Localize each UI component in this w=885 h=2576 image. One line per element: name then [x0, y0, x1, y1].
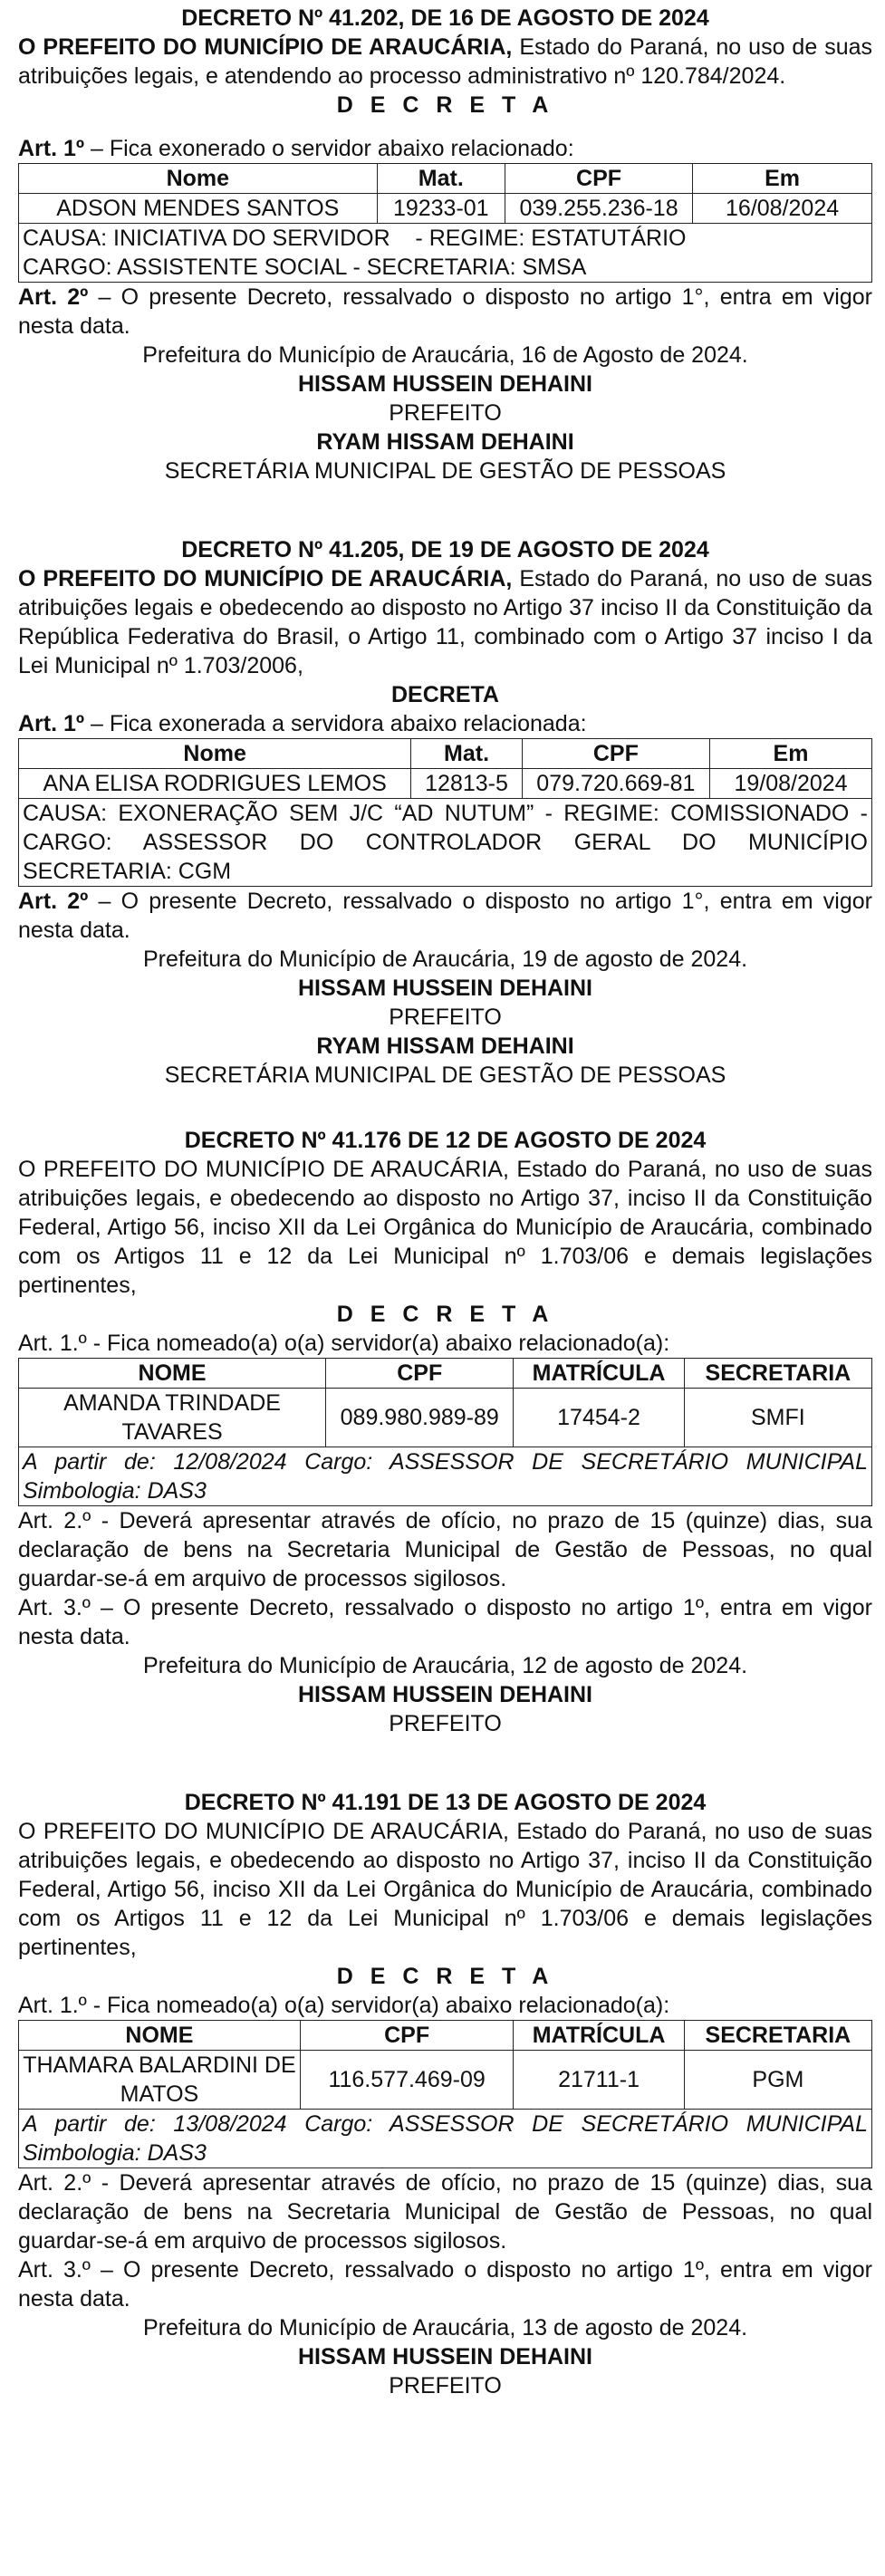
table-cell: ADSON MENDES SANTOS	[19, 194, 378, 224]
nomination-table	[18, 1358, 872, 1506]
decree-title: DECRETO Nº 41.176 DE 12 DE AGOSTO DE 2024	[184, 1128, 707, 1153]
table-header: Mat.	[377, 164, 505, 194]
table-cell: 039.255.236-18	[505, 194, 692, 224]
article-3: Art. 3.º – O presente Decreto, ressalvado o disposto no artigo 1º, entra em vigor nesta data.	[18, 1595, 872, 1649]
article-text: – O presente Decreto, ressalvado o disposto no artigo 1°, entra em vigor nesta data.	[18, 284, 872, 339]
article-2: Art. 2.º - Deverá apresentar através de ofício, no prazo de 15 (quinze) dias, sua declaração de bens na Secretaria Municipal de Gestão de Pessoas, no qual guardar-se-á em arquivo de processos sigilosos.	[18, 2170, 872, 2254]
intro-authority: O PREFEITO DO MUNICÍPIO DE ARAUCÁRIA,	[18, 566, 513, 591]
nomination-table	[18, 2020, 872, 2168]
table-header: MATRÍCULA	[514, 1359, 684, 1389]
table-header: Mat.	[411, 739, 522, 769]
place-date: Prefeitura do Município de Araucária, 12 de agosto de 2024.	[142, 1653, 748, 1678]
signer-role: PREFEITO	[389, 2373, 502, 2398]
decreta-heading: D E C R E T A	[336, 1302, 554, 1327]
table-cell: 17454-2	[514, 1389, 684, 1447]
signer-role: PREFEITO	[389, 1004, 502, 1030]
table-cell: SMFI	[684, 1389, 871, 1447]
table-note	[19, 224, 872, 283]
table-cell: PGM	[684, 2051, 871, 2110]
signer-name: RYAM HISSAM DEHAINI	[316, 429, 574, 455]
signer-name: RYAM HISSAM DEHAINI	[316, 1033, 574, 1059]
table-header: CPF	[300, 2021, 514, 2051]
decree-41205	[18, 535, 872, 1090]
table-row	[19, 194, 872, 224]
table-cell: 16/08/2024	[693, 194, 872, 224]
decree-41191	[18, 1788, 872, 2400]
article-3: Art. 3.º – O presente Decreto, ressalvado o disposto no artigo 1º, entra em vigor nesta data.	[18, 2257, 872, 2312]
article-text: – Fica exonerado o servidor abaixo relacionado:	[84, 136, 574, 161]
decree-intro: O PREFEITO DO MUNICÍPIO DE ARAUCÁRIA, Estado do Paraná, no uso de suas atribuições legais, e obedecendo ao disposto no Artigo 37, inciso II da Constituição Federal, Artigo 56, inciso XII da Lei Orgânica do Município de Araucária, combinado com os Artigos 11 e 12 da Lei Municipal nº 1.703/06 e demais legislações pertinentes,	[18, 1157, 872, 1298]
table-header: Em	[710, 739, 872, 769]
signer-name: HISSAM HUSSEIN DEHAINI	[297, 371, 593, 397]
article-label: Art. 2º	[18, 889, 89, 914]
table-cell: AMANDA TRINDADE TAVARES	[19, 1389, 326, 1447]
table-note: A partir de: 13/08/2024 Cargo: ASSESSOR DE SECRETÁRIO MUNICIPAL Simbologia: DAS3	[19, 2110, 872, 2168]
signer-role: SECRETÁRIA MUNICIPAL DE GESTÃO DE PESSOAS	[164, 458, 726, 484]
decree-title: DECRETO Nº 41.205, DE 19 DE AGOSTO DE 2024	[181, 537, 709, 562]
signer-role: PREFEITO	[389, 400, 502, 426]
signer-role: PREFEITO	[389, 1711, 502, 1736]
servant-table	[18, 163, 872, 283]
table-cell: 19233-01	[377, 194, 505, 224]
table-note-row	[19, 1447, 872, 1506]
table-cell: THAMARA BALARDINI DE MATOS	[19, 2051, 301, 2110]
intro-text: Estado do Paraná, no uso de suas atribuições legais, e atendendo ao processo administrativo nº 120.784/2024.	[18, 34, 872, 89]
table-cell: 12813-5	[411, 769, 522, 799]
article-label: Art. 1º	[18, 711, 85, 736]
note-line: CAUSA: INICIATIVA DO SERVIDOR - REGIME: ESTATUTÁRIO	[23, 226, 687, 251]
table-header: Nome	[19, 164, 378, 194]
note-line: CARGO: ASSISTENTE SOCIAL - SECRETARIA: SMSA	[23, 255, 587, 280]
table-header-row	[19, 2021, 872, 2051]
signer-name: HISSAM HUSSEIN DEHAINI	[297, 1682, 593, 1707]
decree-title: DECRETO Nº 41.191 DE 13 DE AGOSTO DE 2024	[184, 1790, 707, 1815]
table-header: Em	[693, 164, 872, 194]
decree-intro: O PREFEITO DO MUNICÍPIO DE ARAUCÁRIA, Estado do Paraná, no uso de suas atribuições legais, e obedecendo ao disposto no Artigo 37, inciso II da Constituição Federal, Artigo 56, inciso XII da Lei Orgânica do Município de Araucária, combinado com os Artigos 11 e 12 da Lei Municipal nº 1.703/06 e demais legislações pertinentes,	[18, 1819, 872, 1960]
decreta-heading: DECRETA	[391, 682, 499, 707]
table-note: CAUSA: EXONERAÇÃO SEM J/C “AD NUTUM” - REGIME: COMISSIONADO - CARGO: ASSESSOR DO CONTROLADOR GERAL DO MUNICÍPIO SECRETARIA: CGM	[19, 799, 872, 887]
place-date: Prefeitura do Município de Araucária, 13 de agosto de 2024.	[142, 2315, 748, 2341]
table-note: A partir de: 12/08/2024 Cargo: ASSESSOR DE SECRETÁRIO MUNICIPAL Simbologia: DAS3	[19, 1447, 872, 1506]
article-1: Art. 1.º - Fica nomeado(a) o(a) servidor(a) abaixo relacionado(a):	[18, 1993, 670, 2018]
article-2: Art. 2.º - Deverá apresentar através de ofício, no prazo de 15 (quinze) dias, sua declaração de bens na Secretaria Municipal de Gestão de Pessoas, no qual guardar-se-á em arquivo de processos sigilosos.	[18, 1508, 872, 1591]
table-note-row	[19, 799, 872, 887]
table-header: CPF	[326, 1359, 514, 1389]
table-header: Nome	[19, 739, 411, 769]
table-header-row	[19, 164, 872, 194]
table-header-row	[19, 1359, 872, 1389]
table-note-row	[19, 224, 872, 283]
signer-name: HISSAM HUSSEIN DEHAINI	[297, 976, 593, 1001]
decree-intro	[18, 564, 872, 680]
decree-title: DECRETO Nº 41.202, DE 16 DE AGOSTO DE 2024	[181, 5, 709, 31]
signer-role: SECRETÁRIA MUNICIPAL DE GESTÃO DE PESSOAS	[164, 1062, 726, 1088]
article-2	[18, 283, 872, 341]
article-label: Art. 2º	[18, 284, 89, 310]
table-cell: 21711-1	[514, 2051, 684, 2110]
decree-intro	[18, 33, 872, 91]
table-header: SECRETARIA	[684, 2021, 871, 2051]
signer-name: HISSAM HUSSEIN DEHAINI	[297, 2344, 593, 2369]
article-1	[18, 709, 872, 738]
table-row	[19, 769, 872, 799]
decree-41202	[18, 4, 872, 485]
article-1: Art. 1.º - Fica nomeado(a) o(a) servidor(a) abaixo relacionado(a):	[18, 1331, 670, 1356]
decreta-heading: D E C R E T A	[336, 92, 554, 118]
table-header: CPF	[522, 739, 709, 769]
place-date: Prefeitura do Município de Araucária, 16 de Agosto de 2024.	[142, 342, 748, 368]
article-2	[18, 887, 872, 945]
table-cell: ANA ELISA RODRIGUES LEMOS	[19, 769, 411, 799]
table-header-row	[19, 739, 872, 769]
table-header: SECRETARIA	[684, 1359, 871, 1389]
table-row	[19, 1389, 872, 1447]
table-cell: 19/08/2024	[710, 769, 872, 799]
decreta-heading: D E C R E T A	[336, 1964, 554, 1989]
place-date: Prefeitura do Município de Araucária, 19 de agosto de 2024.	[142, 947, 748, 972]
decree-41176	[18, 1126, 872, 1738]
table-cell: 116.577.469-09	[300, 2051, 514, 2110]
servant-table	[18, 738, 872, 887]
table-header: NOME	[19, 1359, 326, 1389]
intro-text: Estado do Paraná, no uso de suas atribuições legais e obedecendo ao disposto no Artigo 37 inciso II da Constituição da República Federativa do Brasil, o Artigo 11, combinado com o Artigo 37 inciso I da Lei Municipal nº 1.703/2006,	[18, 566, 872, 678]
table-cell: 089.980.989-89	[326, 1389, 514, 1447]
table-note-row	[19, 2110, 872, 2168]
article-label: Art. 1º	[18, 136, 85, 161]
article-1	[18, 134, 872, 163]
intro-authority: O PREFEITO DO MUNICÍPIO DE ARAUCÁRIA,	[18, 34, 513, 60]
article-text: – Fica exonerada a servidora abaixo relacionada:	[84, 711, 587, 736]
table-header: NOME	[19, 2021, 301, 2051]
table-header: CPF	[505, 164, 692, 194]
table-row	[19, 2051, 872, 2110]
article-text: – O presente Decreto, ressalvado o disposto no artigo 1°, entra em vigor nesta data.	[18, 889, 872, 943]
table-header: MATRÍCULA	[514, 2021, 684, 2051]
table-cell: 079.720.669-81	[522, 769, 709, 799]
